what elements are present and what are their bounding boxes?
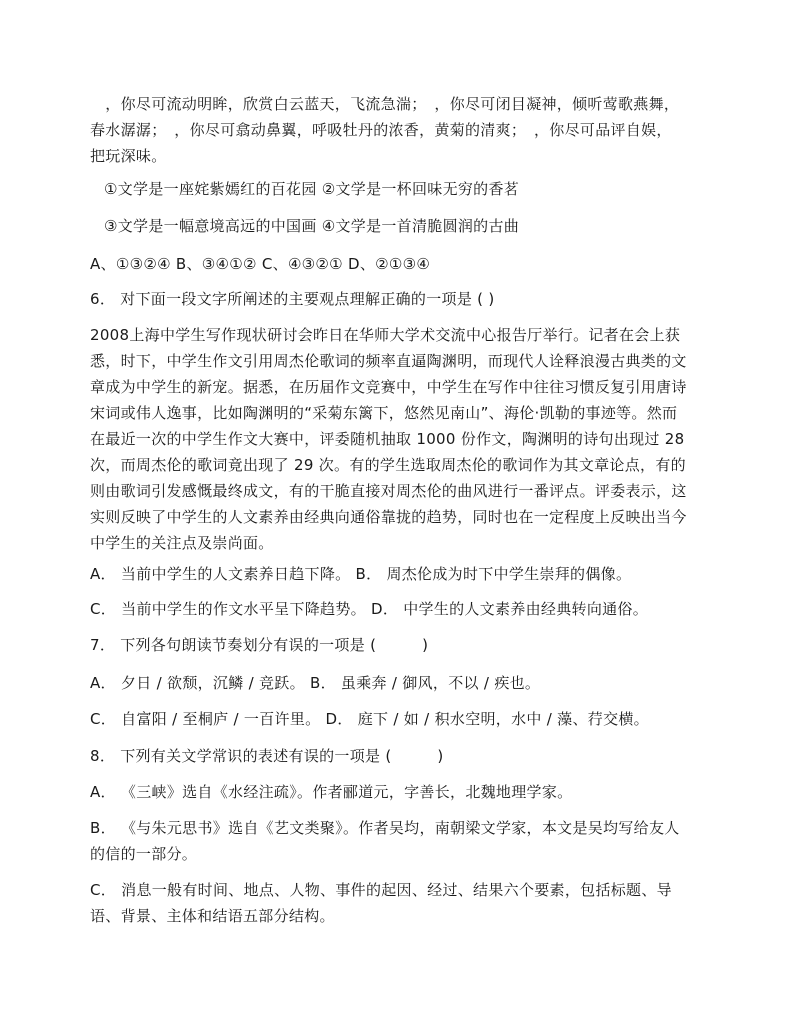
q6-passage-line: 2008上海中学生写作现状研讨会昨日在华师大学术交流中心报告厅举行。记者在会上获 <box>90 326 681 344</box>
q8-choice-c <box>90 877 705 929</box>
q8-choice-c-line-2: 语、背景、主体和结语五部分结构。 <box>90 907 335 925</box>
q5-choices: A、①③②④ B、③④①② C、④③②① D、②①③④ <box>90 255 431 273</box>
q6-passage <box>90 322 705 556</box>
q6-passage-line: 中学生的关注点及崇尚面。 <box>90 534 274 552</box>
intro-passage <box>90 91 705 169</box>
q8-stem: 8． 下列有关文学常识的表述有误的一项是 ( ) <box>90 747 444 765</box>
q6-choices-cd: C． 当前中学生的作文水平呈下降趋势。 D． 中学生的人文素养由经典转向通俗。 <box>90 600 649 618</box>
q6-passage-line: 实则反映了中学生的人文素养由经典向通俗靠拢的趋势，同时也在一定程度上反映出当今 <box>90 508 687 526</box>
q6-passage-line: 在最近一次的中学生作文大赛中，评委随机抽取 1000 份作文，陶渊明的诗句出现过 28 <box>90 430 685 448</box>
q8-choice-b-line-1: B． 《与朱元思书》选自《艺文类聚》。作者吴均，南朝梁文学家，本文是吴均写给友人 <box>90 819 680 837</box>
q8-choice-b <box>90 815 705 867</box>
q6-passage-line: 次，而周杰伦的歌词竟出现了 29 次。有的学生选取周杰伦的歌词作为其文章论点，有的 <box>90 456 686 474</box>
q7-choices-cd: C． 自富阳 / 至桐庐 / 一百许里。 D． 庭下 / 如 / 积水空明，水中 / 藻、荇交横。 <box>90 710 649 728</box>
q6-stem: 6． 对下面一段文字所阐述的主要观点理解正确的一项是 ( ) <box>90 290 495 308</box>
q6-passage-line: 悉，时下，中学生作文引用周杰伦歌词的频率直逼陶渊明，而现代人诠释浪漫古典类的文 <box>90 352 687 370</box>
q8-choice-c-line-1: C． 消息一般有时间、地点、人物、事件的起因、经过、结果六个要素，包括标题、导 <box>90 881 672 899</box>
q7-stem: 7． 下列各句朗读节奏划分有误的一项是 ( ) <box>90 636 429 654</box>
q5-option-line-1: ①文学是一座姹紫嫣红的百花园 ②文学是一杯回味无穷的香茗 <box>104 180 520 198</box>
q5-option-line-2: ③文学是一幅意境高远的中国画 ④文学是一首清脆圆润的古曲 <box>104 217 520 235</box>
q6-choices-ab: A． 当前中学生的人文素养日趋下降。 B． 周杰伦成为时下中学生崇拜的偶像。 <box>90 565 632 583</box>
intro-line-2: 春水潺潺； ，你尽可翕动鼻翼，呼吸牡丹的浓香，黄菊的清爽； ，你尽可品评自娱， <box>90 121 672 139</box>
q6-passage-line: 章成为中学生的新宠。据悉，在历届作文竞赛中，中学生在写作中往往习惯反复引用唐诗 <box>90 378 687 396</box>
intro-line-1: ，你尽可流动明眸，欣赏白云蓝天，飞流急湍； ，你尽可闭目凝神，倾听莺歌燕舞， <box>90 95 680 113</box>
q6-passage-line: 宋词或伟人逸事，比如陶渊明的“采菊东篱下，悠然见南山”、海伦·凯勒的事迹等。然而 <box>90 404 678 422</box>
intro-line-3: 把玩深味。 <box>90 147 167 165</box>
q6-passage-line: 则由歌词引发感慨最终成文，有的干脆直接对周杰伦的曲风进行一番评点。评委表示，这 <box>90 482 687 500</box>
q8-choice-b-line-2: 的信的一部分。 <box>90 845 198 863</box>
q7-choices-ab: A． 夕日 / 欲颓，沉鳞 / 竞跃。 B． 虽乘奔 / 御风，不以 / 疾也。 <box>90 674 541 692</box>
q8-choice-a: A． 《三峡》选自《水经注疏》。作者郦道元，字善长，北魏地理学家。 <box>90 783 573 801</box>
